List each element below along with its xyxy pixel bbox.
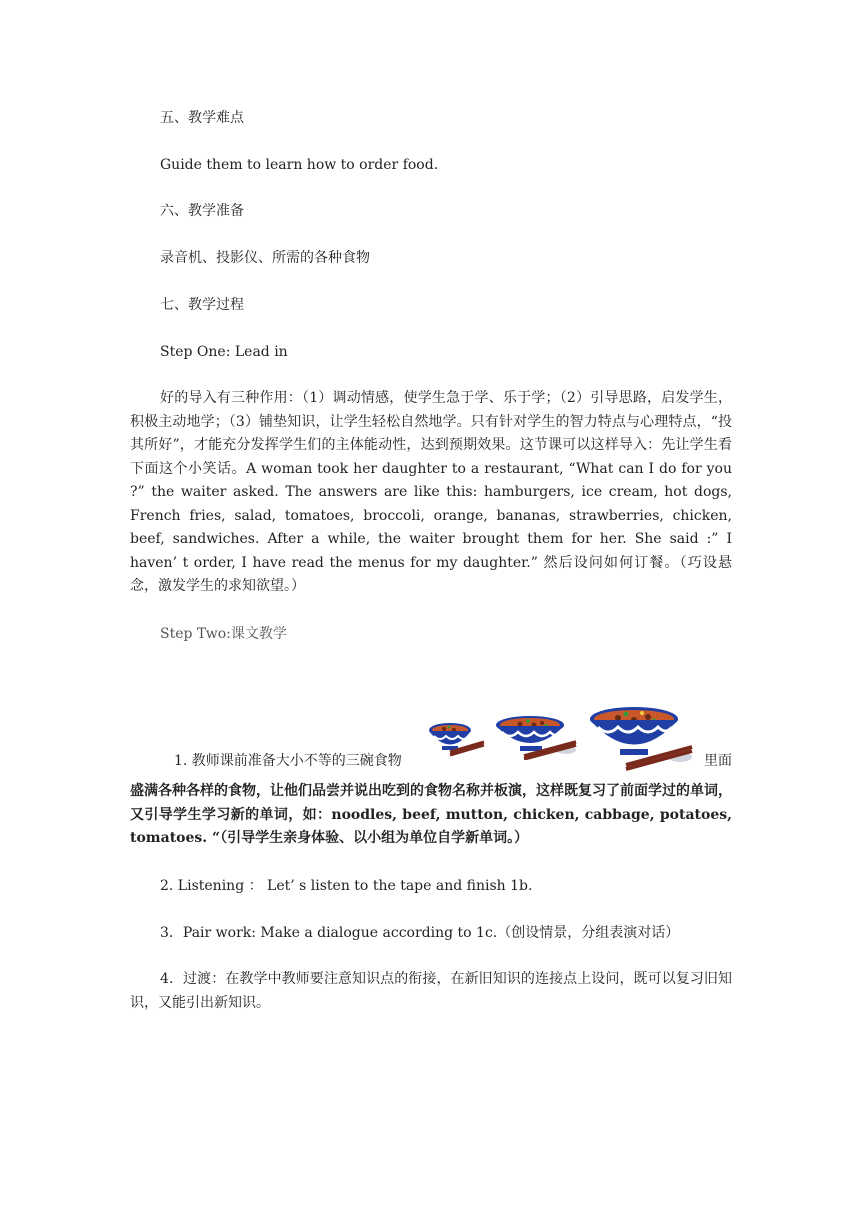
difficulty-text: Guide them to learn how to order food. [160, 157, 439, 173]
prep-heading: 六、教学准备 [160, 203, 244, 219]
step-two-heading: Step Two:课文教学 [160, 626, 287, 642]
noodle-bowl-small-icon [428, 720, 486, 758]
noodle-bowl-medium-icon [494, 714, 578, 760]
item4-transition: 4．过渡：在教学中教师要注意知识点的衔接，在新旧知识的连接点上设问，既可以复习旧知识，又能引出新知识。 [130, 971, 732, 1011]
item1-first-line [130, 705, 732, 775]
item1-continuation: 盛满各种各样的食物，让他们品尝并说出吃到的食物名称并板演，这样既复习了前面学过的单词，又引导学生学习新的单词，如：noodles, beef, mutton, chicken, cabbage, potatoes, tomatoes. “（引导学生亲身体验、以小组为单位自学新单词。） [130, 783, 732, 846]
noodle-bowl-large-icon [588, 705, 696, 771]
item3-pair-work: 3．Pair work: Make a dialogue according to 1c.（创设情景，分组表演对话） [160, 925, 680, 941]
lead-in-paragraph: 好的导入有三种作用：（1）调动情感，使学生急于学、乐于学；（2）引导思路，启发学生，积极主动地学；（3）铺垫知识，让学生轻松自然地学。只有针对学生的智力特点与心理特点，“投其所好”，才能充分发挥学生们的主体能动性，达到预期效果。这节课可以这样导入：先让学生看下面这个小笑话。A woman took her daughter to a restaurant, “What can I do for you ?” the waiter asked. The answers are like this: hamburgers, ice cream, hot dogs, French fries, salad, tomatoes, broccoli, orange, bananas, strawberries, chicken, beef, sandwiches. After a while, the waiter brought them for her. She said :” I haven’ t order, I have read the menus for my daughter.” 然后设问如何订餐。（巧设悬念，激发学生的求知欲望。） [130, 390, 732, 594]
prep-text: 录音机、投影仪、所需的各种食物 [160, 250, 370, 266]
item1-lead: 1. 教师课前准备大小不等的三碗食物 [174, 753, 402, 769]
process-heading: 七、教学过程 [160, 297, 244, 313]
item1-tail: 里面 [704, 753, 732, 769]
item2-listening: 2. Listening ： Let’ s listen to the tape and finish 1b. [160, 878, 533, 894]
difficulty-heading: 五、教学难点 [160, 110, 244, 126]
step-one-heading: Step One: Lead in [160, 344, 288, 360]
